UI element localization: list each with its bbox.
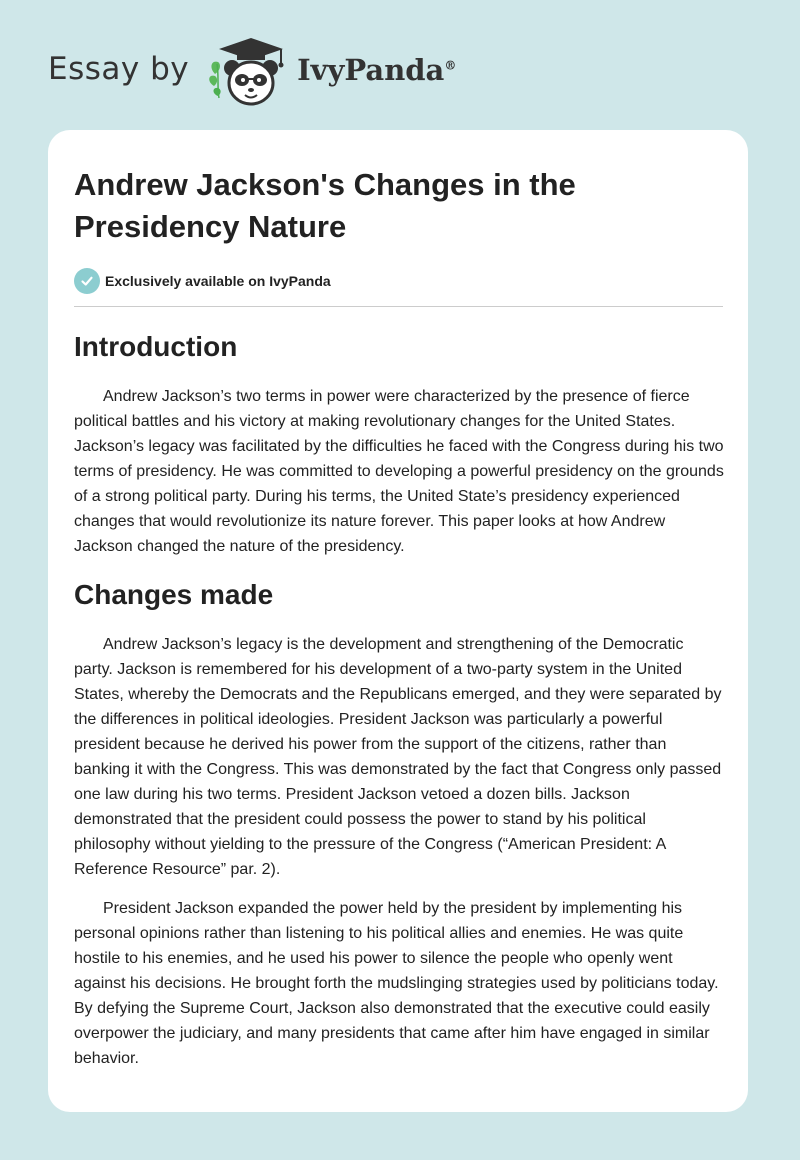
section-heading-introduction: Introduction (74, 331, 238, 362)
panda-logo-icon[interactable] (205, 34, 295, 110)
essay-by-label: Essay by (48, 51, 190, 87)
paragraph: Andrew Jackson’s two terms in power were characterized by the presence of fierce political battles and his victory at making revolutionary changes for the United States. Jackson’s legacy was facilitated by the difficulties he faced with the Congress during his two terms of presidency. He was committed to developing a powerful presidency on the grounds of a strong political party. During his terms, the United State’s presidency experienced changes that would revolutionize its nature forever. This paper looks at how Andrew Jackson changed the nature of the presidency. (74, 388, 724, 555)
brand-name[interactable]: IvyPanda® (297, 53, 457, 87)
paragraph: President Jackson expanded the power held by the president by implementing his personal opinions rather than listening to his political allies and enemies. He was quite hostile to his enemies, and he used his power to silence the people who openly went against his decisions. He brought forth the mudslinging strategies used by politicians today. By defying the Supreme Court, Jackson also demonstrated that the executive could easily overpower the judiciary, and many presidents that came after him have engaged in similar behavior. (74, 900, 719, 1067)
exclusive-badge-label: Exclusively available on IvyPanda (105, 273, 331, 289)
registered-mark: ® (444, 58, 457, 73)
divider (74, 306, 723, 307)
page-title: Andrew Jackson's Changes in the Presidency Nature (74, 167, 576, 244)
paragraph: Andrew Jackson’s legacy is the development and strengthening of the Democratic party. Jackson is remembered for his development of a two-party system in the United States, whereby the Democrats and the Republicans emerged, and they were separated by the differences in political ideologies. President Jackson was particularly a powerful president because he derived his power from the support of the citizens, rather than banking it with the Congress. This was demonstrated by the fact that Congress only passed one law during his two terms. President Jackson vetoed a dozen bills. Jackson demonstrated that the president could possess the power to stand by his political philosophy without yielding to the pressure of the Congress (“American President: A Reference Resource” par. 2). (74, 636, 722, 878)
section-heading-changes-made: Changes made (74, 579, 274, 610)
essay-card (48, 130, 748, 1112)
check-icon (74, 268, 100, 294)
site-header (48, 34, 456, 110)
exclusive-badge (74, 268, 722, 294)
ivy-leaf-icon (209, 62, 220, 98)
